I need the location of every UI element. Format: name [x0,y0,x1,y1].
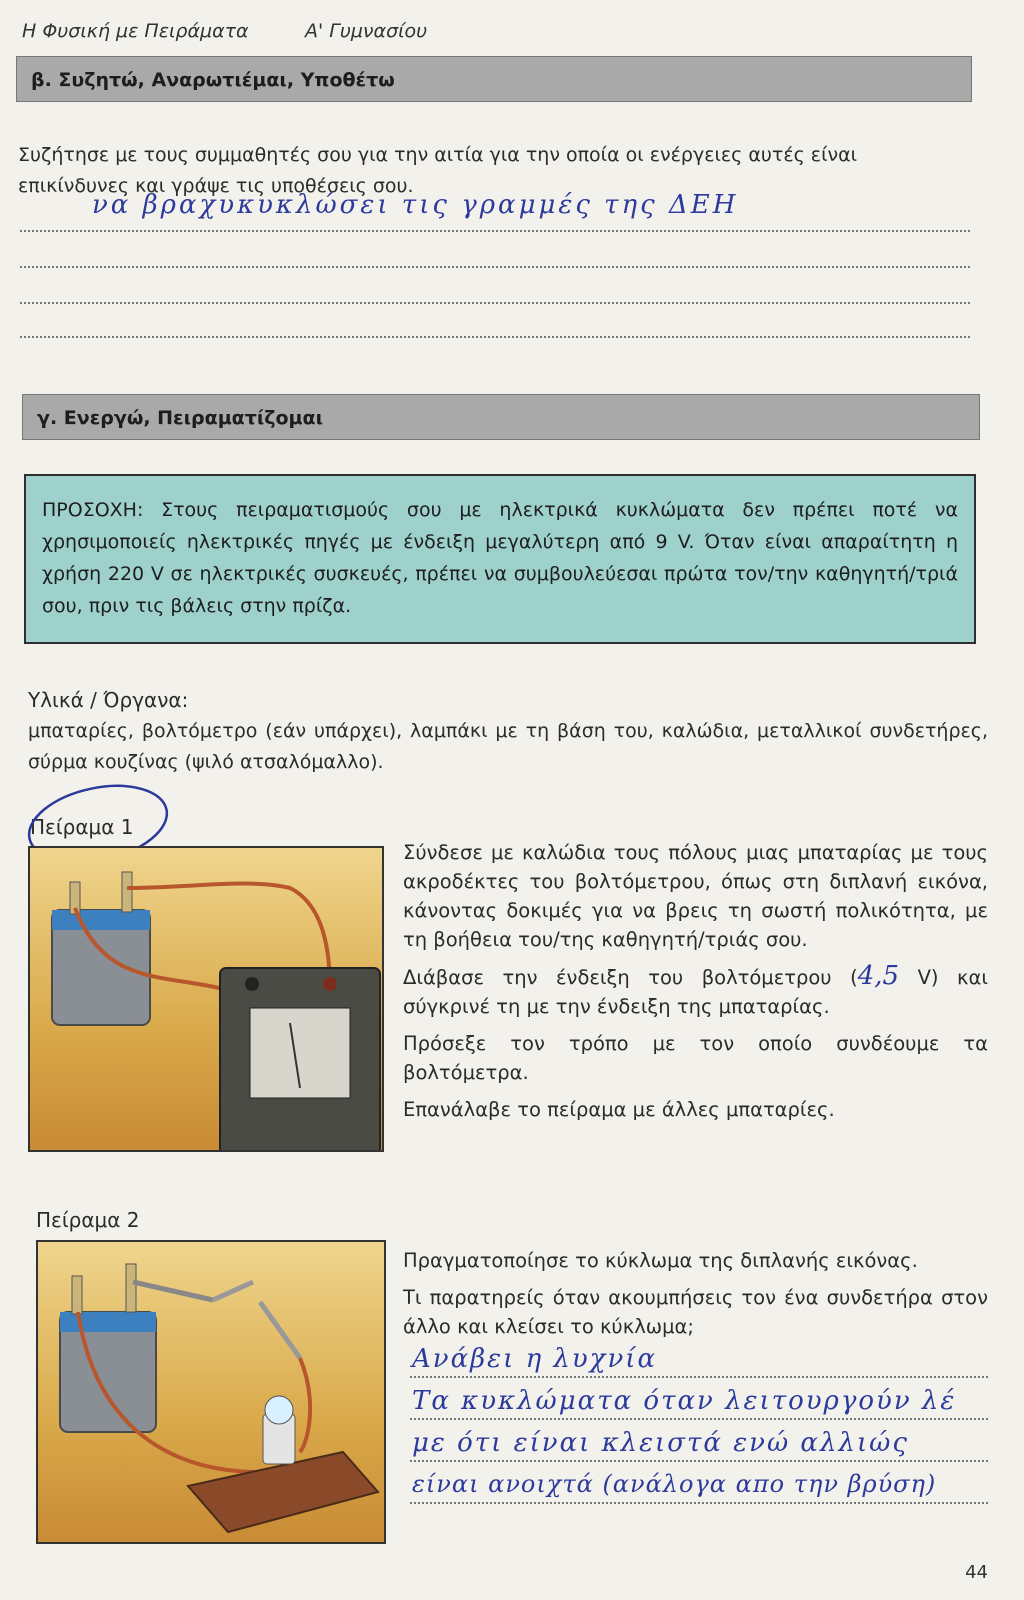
exp2-line-2 [410,1418,988,1420]
answer-line-4 [20,336,970,338]
experiment-2-answer-3: με ότι είναι κλειστά ενώ αλλιώς [412,1428,909,1458]
experiment-2-text [403,1246,988,1349]
experiment-1-note: Πρόσεξε τον τρόπο με τον οποίο συνδέουμε τα βολτόμετρα. [403,1032,988,1084]
circuit-figure [36,1240,386,1544]
warning-box: ΠΡΟΣΟΧΗ: Στους πειραματισμούς σου με ηλεκτρικά κυκλώματα δεν πρέπει ποτέ να χρησιμοποιείς ηλεκτρικές πηγές με ένδειξη μεγαλύτερη από 9 V. Όταν είναι απαραίτητη η χρήση 220 V σε ηλεκτρικές συσκευές, πρέπει να συμβουλεύεσαι πρώτα τον/την καθηγητή/τριά σου, πριν τις βάλεις στην πρίζα. [24,474,976,644]
experiment-2-label: Πείραμα 2 [36,1208,140,1232]
answer-line-1 [20,230,970,232]
page-number: 44 [965,1562,988,1583]
voltmeter-figure [28,846,384,1152]
experiment-2-answer-4: είναι ανοιχτά (ανάλογα απο την βρύση) [412,1470,937,1498]
experiment-1-repeat: Επανάλαβε το πείραμα με άλλες μπαταρίες. [403,1098,835,1121]
materials-label: Υλικά / Όργανα: [28,688,189,712]
book-title: Η Φυσική με Πειράματα [22,20,249,42]
answer-line-3 [20,302,970,304]
experiment-2-answer-1: Ανάβει η λυχνία [412,1344,658,1374]
section-b-title: β. Συζητώ, Αναρωτιέμαι, Υποθέτω [16,56,972,102]
exp2-line-3 [410,1460,988,1462]
experiment-2-instruction: Πραγματοποίησε το κύκλωμα της διπλανής εικόνας. [403,1249,918,1272]
experiment-1-reading-question [403,962,988,1021]
section-b-prompt: Συζήτησε με τους συμμαθητές σου για την αιτία για την οποία οι ενέργειες αυτές είναι επικίνδυνες και γράψε τις υποθέσεις σου. [18,144,858,197]
experiment-1-text [403,838,988,1132]
experiment-2-answer-2: Τα κυκλώματα όταν λειτουργούν λέ [412,1386,957,1416]
answer-line-2 [20,266,970,268]
materials-list: μπαταρίες, βολτόμετρο (εάν υπάρχει), λαμπάκι με τη βάση του, καλώδια, μεταλλικοί συνδετήρες, σύρμα κουζίνας (ψιλό ατσαλόμαλλο). [28,720,988,773]
voltmeter-reading: 4,5 [857,961,900,991]
reading-prefix: Διάβασε την ένδειξη του βολτόμετρου ( [403,966,858,989]
exp2-line-1 [410,1376,988,1378]
handwritten-hypothesis: να βραχυκυκλώσει τις γραμμές της ΔΕΗ [92,190,739,220]
experiment-1-instruction: Σύνδεσε με καλώδια τους πόλους μιας μπαταρίας με τους ακροδέκτες του βολτόμετρου, όπως στη διπλανή εικόνα, κάνοντας δοκιμές για να βρεις τη σωστή πολικότητα, με τη βοήθεια του/της καθηγητή/τριάς σου. [403,841,988,951]
reading-suffix: V) και σύγκρινέ τη με την ένδειξη της μπαταρίας. [403,966,988,1018]
experiment-1-label: Πείραμα 1 [30,815,134,839]
exp2-line-4 [410,1502,988,1504]
experiment-2-question: Τι παρατηρείς όταν ακουμπήσεις τον ένα συνδετήρα στον άλλο και κλείσει το κύκλωμα; [403,1286,988,1338]
section-c-title: γ. Ενεργώ, Πειραματίζομαι [22,394,980,440]
grade-label: Α' Γυμνασίου [305,20,428,42]
